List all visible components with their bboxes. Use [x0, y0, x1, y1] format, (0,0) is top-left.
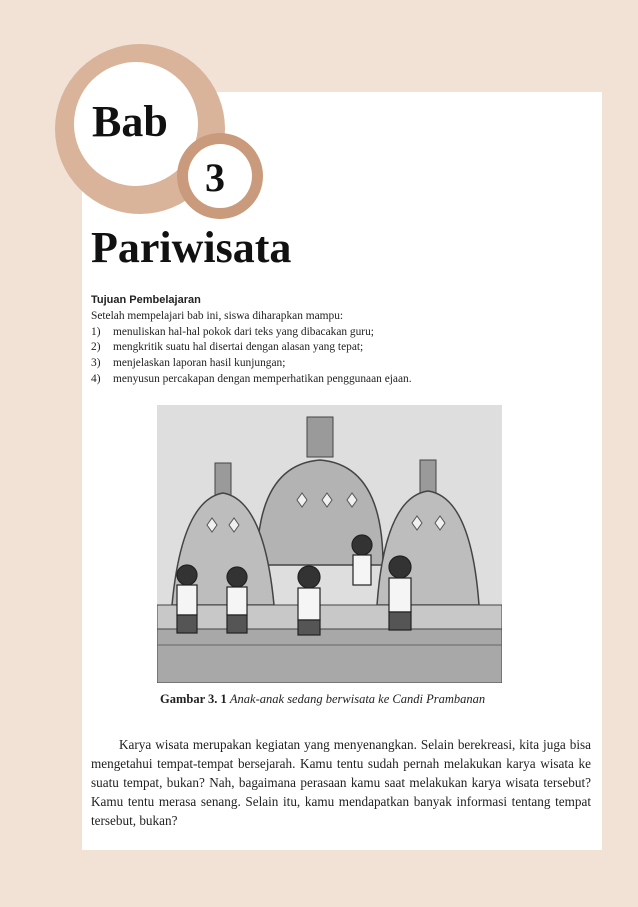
objective-text: menjelaskan laporan hasil kunjungan;: [113, 357, 286, 370]
learning-objectives: [91, 293, 601, 388]
objective-number: 1): [91, 325, 101, 338]
objectives-list: [91, 325, 601, 388]
figure-label: Gambar 3. 1: [160, 692, 227, 706]
objectives-heading: Tujuan Pembelajaran: [91, 294, 201, 306]
objective-item: [91, 325, 601, 341]
figure-caption-text: Anak-anak sedang berwisata ke Candi Prambanan: [229, 692, 486, 706]
chapter-title: Pariwisata: [91, 223, 292, 272]
body-paragraph: Karya wisata merupakan kegiatan yang menyenangkan. Selain berekreasi, kita juga bisa mengetahui tempat-tempat bersejarah. Kamu tentu sudah pernah melakukan karya wisata ke suatu tempat, bukan? Nah, bagaimana perasaan kamu saat melakukan karya wisata tersebut? Kamu tentu merasa senang. Selain itu, kamu mendapatkan banyak informasi tentang tempat tersebut, bukan?: [91, 737, 591, 828]
chapter-number: 3: [205, 155, 225, 200]
figure-caption: [160, 692, 580, 707]
objective-number: 4): [91, 372, 101, 385]
chapter-label: Bab: [92, 97, 168, 146]
objective-text: mengkritik suatu hal disertai dengan alasan yang tepat;: [113, 341, 364, 354]
objective-item: [91, 372, 601, 388]
objective-item: [91, 356, 601, 372]
temple-illustration: [157, 405, 502, 683]
objectives-intro: Setelah mempelajari bab ini, siswa diharapkan mampu:: [91, 309, 344, 322]
objective-number: 3): [91, 357, 101, 370]
objective-text: menuliskan hal-hal pokok dari teks yang dibacakan guru;: [113, 325, 374, 338]
temple-illustration-drawing: [157, 405, 502, 683]
objective-number: 2): [91, 341, 101, 354]
objective-text: menyusun percakapan dengan memperhatikan penggunaan ejaan.: [113, 372, 412, 385]
objective-item: [91, 340, 601, 356]
